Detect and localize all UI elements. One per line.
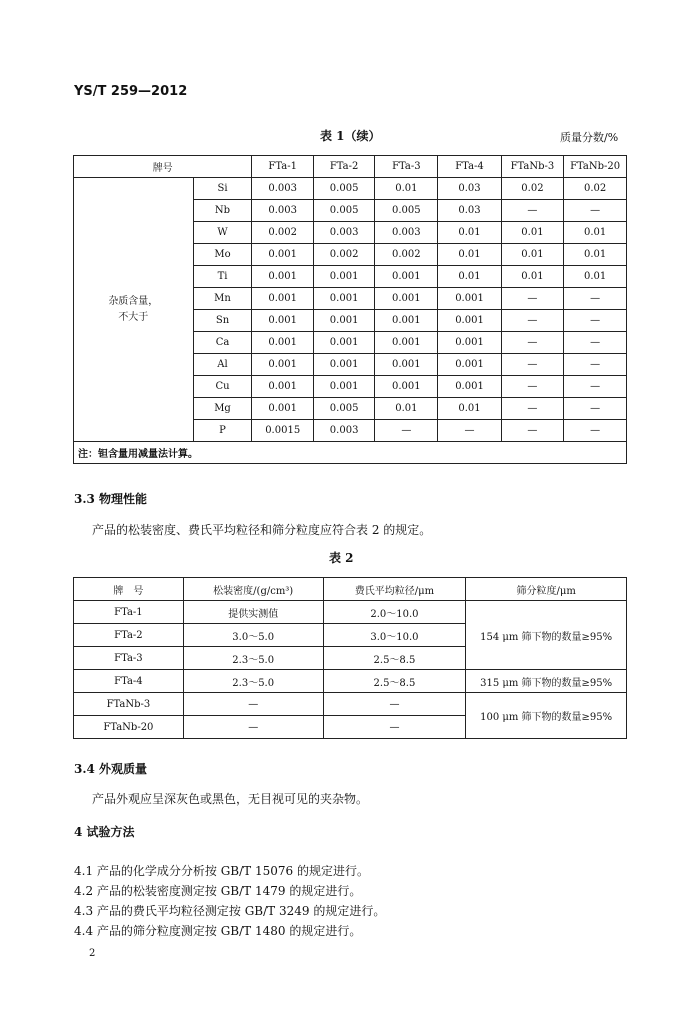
element-cell: Ti — [193, 266, 252, 288]
header-cell: 牌 号 — [74, 578, 184, 601]
element-cell: Si — [193, 178, 252, 200]
value-cell: — — [564, 310, 627, 332]
value-cell: 0.001 — [313, 376, 374, 398]
section-3-3-heading: 3.3 物理性能 — [74, 492, 148, 506]
section-3-4-heading: 3.4 外观质量 — [74, 762, 148, 776]
table1-unit: 质量分数/% — [560, 131, 619, 144]
value-cell: 0.003 — [375, 222, 438, 244]
value-cell: — — [501, 310, 564, 332]
impurity-label-line2: 不大于 — [118, 311, 149, 323]
section-4-heading: 4 试验方法 — [74, 825, 135, 839]
value-cell: 0.001 — [252, 288, 314, 310]
value-cell: — — [501, 376, 564, 398]
grade-cell: FTa-1 — [74, 601, 184, 624]
size-cell: 2.0～10.0 — [323, 601, 466, 624]
element-cell: Mn — [193, 288, 252, 310]
value-cell: — — [501, 332, 564, 354]
value-cell: 0.003 — [252, 200, 314, 222]
density-cell: 2.3～5.0 — [183, 670, 323, 693]
value-cell: 0.001 — [438, 310, 501, 332]
page-number: 2 — [89, 948, 96, 959]
value-cell: — — [375, 420, 438, 442]
header-cell: FTa-3 — [375, 156, 438, 178]
header-cell: FTa-4 — [438, 156, 501, 178]
sieve-cell: 154 μm 筛下物的数量≥95% — [466, 601, 627, 670]
value-cell: 0.01 — [438, 266, 501, 288]
test-method-item: 4.4 产品的筛分粒度测定按 GB/T 1480 的规定进行。 — [74, 924, 362, 938]
value-cell: 0.03 — [438, 200, 501, 222]
value-cell: 0.02 — [501, 178, 564, 200]
size-cell: 3.0～10.0 — [323, 624, 466, 647]
value-cell: 0.002 — [375, 244, 438, 266]
value-cell: 0.01 — [375, 398, 438, 420]
size-cell: 2.5～8.5 — [323, 670, 466, 693]
grade-cell: FTa-2 — [74, 624, 184, 647]
value-cell: 0.01 — [375, 178, 438, 200]
value-cell: 0.001 — [438, 354, 501, 376]
element-cell: Ca — [193, 332, 252, 354]
section-3-4-text: 产品外观应呈深灰色或黑色，无目视可见的夹杂物。 — [92, 792, 369, 806]
element-cell: Al — [193, 354, 252, 376]
header-cell: 费氏平均粒径/μm — [323, 578, 466, 601]
value-cell: 0.001 — [375, 266, 438, 288]
element-cell: Mg — [193, 398, 252, 420]
density-cell: 3.0～5.0 — [183, 624, 323, 647]
value-cell: 0.001 — [252, 244, 314, 266]
impurity-label-line1: 杂质含量， — [108, 295, 159, 307]
section-3-3-text: 产品的松装密度、费氏平均粒径和筛分粒度应符合表 2 的规定。 — [92, 523, 432, 537]
table-header-row — [74, 156, 627, 178]
value-cell: — — [501, 398, 564, 420]
value-cell: 0.002 — [313, 244, 374, 266]
table1-note: 注：钽含量用减量法计算。 — [74, 442, 627, 464]
density-cell: — — [183, 716, 323, 739]
element-cell: P — [193, 420, 252, 442]
value-cell: 0.001 — [438, 332, 501, 354]
table-row — [74, 693, 627, 716]
value-cell: 0.01 — [438, 244, 501, 266]
test-method-item: 4.1 产品的化学成分分析按 GB/T 15076 的规定进行。 — [74, 864, 369, 878]
value-cell: 0.001 — [313, 332, 374, 354]
sieve-cell: 100 μm 筛下物的数量≥95% — [466, 693, 627, 739]
value-cell: 0.0015 — [252, 420, 314, 442]
value-cell: — — [564, 376, 627, 398]
value-cell: 0.001 — [375, 288, 438, 310]
value-cell: 0.01 — [501, 222, 564, 244]
value-cell: — — [564, 354, 627, 376]
value-cell: 0.001 — [375, 332, 438, 354]
header-cell: FTaNb-20 — [564, 156, 627, 178]
value-cell: — — [501, 354, 564, 376]
value-cell: 0.01 — [501, 266, 564, 288]
value-cell: — — [564, 288, 627, 310]
value-cell: 0.003 — [313, 222, 374, 244]
test-method-item: 4.3 产品的费氏平均粒径测定按 GB/T 3249 的规定进行。 — [74, 904, 386, 918]
table-header-row — [74, 578, 627, 601]
value-cell: 0.01 — [438, 222, 501, 244]
value-cell: 0.002 — [252, 222, 314, 244]
standard-code: YS/T 259—2012 — [74, 84, 188, 99]
value-cell: — — [501, 200, 564, 222]
value-cell: 0.03 — [438, 178, 501, 200]
header-cell: 牌号 — [74, 156, 252, 178]
value-cell: 0.003 — [313, 420, 374, 442]
value-cell: 0.001 — [438, 376, 501, 398]
grade-cell: FTaNb-3 — [74, 693, 184, 716]
grade-cell: FTaNb-20 — [74, 716, 184, 739]
value-cell: — — [564, 332, 627, 354]
density-cell: 2.3～5.0 — [183, 647, 323, 670]
sieve-cell: 315 μm 筛下物的数量≥95% — [466, 670, 627, 693]
test-method-item: 4.2 产品的松装密度测定按 GB/T 1479 的规定进行。 — [74, 884, 362, 898]
header-cell: FTa-2 — [313, 156, 374, 178]
value-cell: 0.001 — [438, 288, 501, 310]
value-cell: 0.003 — [252, 178, 314, 200]
value-cell: 0.001 — [313, 354, 374, 376]
value-cell: 0.001 — [313, 266, 374, 288]
table-note-row — [74, 442, 627, 464]
impurity-table — [73, 155, 627, 464]
element-cell: W — [193, 222, 252, 244]
value-cell: — — [438, 420, 501, 442]
header-cell: 筛分粒度/μm — [466, 578, 627, 601]
size-cell: — — [323, 693, 466, 716]
density-cell: — — [183, 693, 323, 716]
header-cell: FTa-1 — [252, 156, 314, 178]
value-cell: 0.01 — [438, 398, 501, 420]
table-row — [74, 670, 627, 693]
value-cell: 0.001 — [313, 310, 374, 332]
value-cell: — — [564, 200, 627, 222]
value-cell: 0.01 — [501, 244, 564, 266]
value-cell: — — [564, 398, 627, 420]
impurity-group-label — [74, 178, 194, 442]
element-cell: Cu — [193, 376, 252, 398]
value-cell: 0.001 — [252, 332, 314, 354]
value-cell: 0.005 — [313, 398, 374, 420]
value-cell: 0.02 — [564, 178, 627, 200]
value-cell: 0.005 — [313, 178, 374, 200]
grade-cell: FTa-3 — [74, 647, 184, 670]
value-cell: 0.005 — [313, 200, 374, 222]
value-cell: — — [564, 420, 627, 442]
header-cell: 松装密度/(g/cm³) — [183, 578, 323, 601]
value-cell: 0.001 — [375, 376, 438, 398]
value-cell: — — [501, 288, 564, 310]
density-cell: 提供实测值 — [183, 601, 323, 624]
value-cell: 0.001 — [375, 310, 438, 332]
size-cell: — — [323, 716, 466, 739]
value-cell: 0.001 — [252, 376, 314, 398]
element-cell: Sn — [193, 310, 252, 332]
grade-cell: FTa-4 — [74, 670, 184, 693]
value-cell: 0.001 — [313, 288, 374, 310]
table-row — [74, 601, 627, 624]
value-cell: 0.001 — [375, 354, 438, 376]
size-cell: 2.5～8.5 — [323, 647, 466, 670]
value-cell: 0.001 — [252, 266, 314, 288]
value-cell: 0.01 — [564, 266, 627, 288]
value-cell: 0.01 — [564, 222, 627, 244]
physical-properties-table — [73, 577, 627, 739]
element-cell: Nb — [193, 200, 252, 222]
value-cell: 0.001 — [252, 354, 314, 376]
header-cell: FTaNb-3 — [501, 156, 564, 178]
table1-title: 表 1（续） — [320, 129, 381, 143]
value-cell: 0.01 — [564, 244, 627, 266]
value-cell: 0.001 — [252, 310, 314, 332]
table2-title: 表 2 — [329, 551, 354, 565]
value-cell: 0.001 — [252, 398, 314, 420]
value-cell: — — [501, 420, 564, 442]
value-cell: 0.005 — [375, 200, 438, 222]
element-cell: Mo — [193, 244, 252, 266]
table-row — [74, 178, 627, 200]
